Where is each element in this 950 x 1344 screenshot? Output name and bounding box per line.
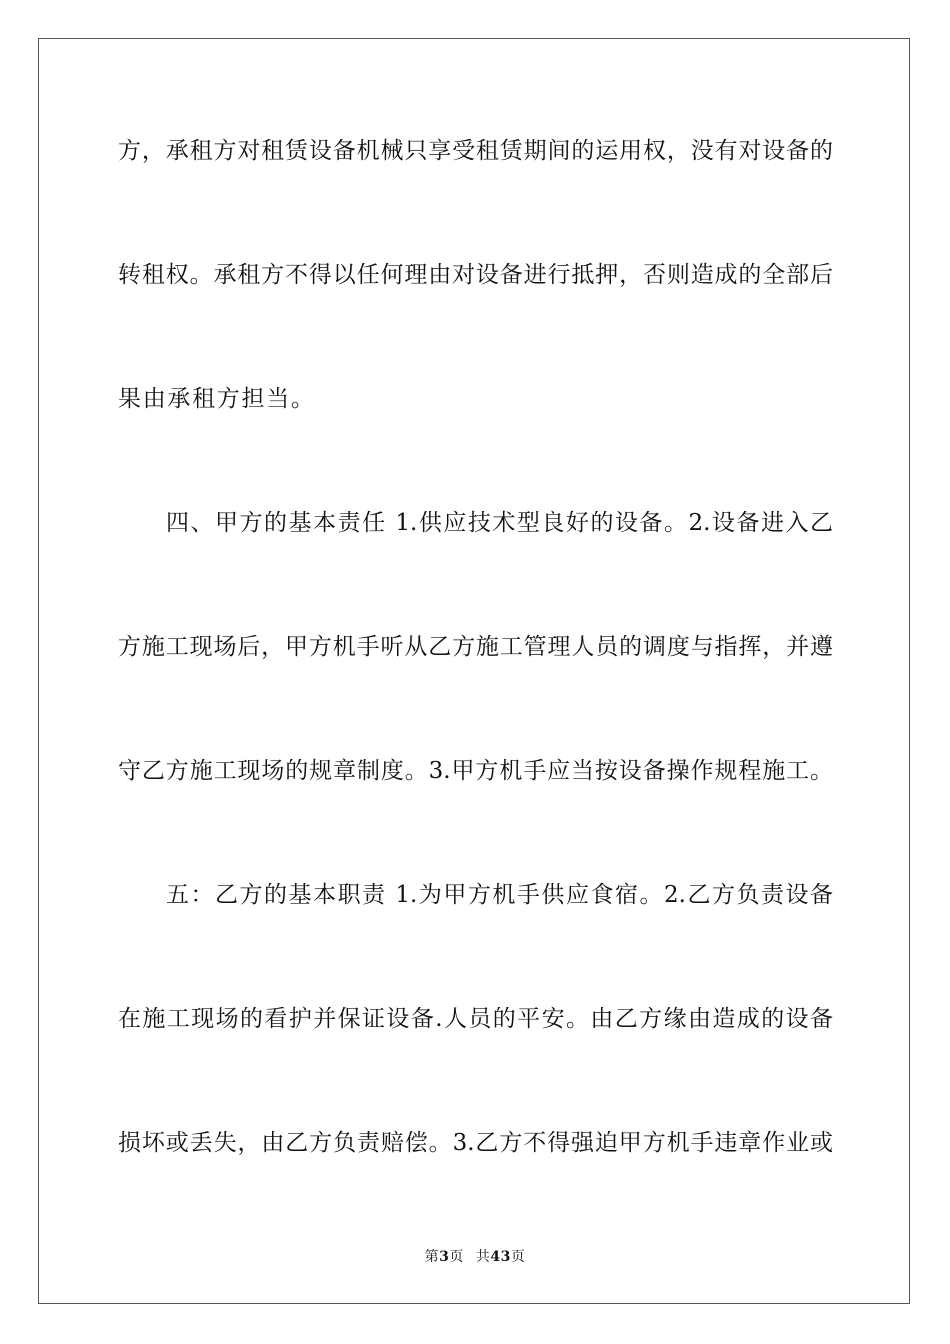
body-line-7: 五：乙方的基本职责 1.为甲方机手供应食宿。2.乙方负责设备 bbox=[166, 882, 833, 908]
body-line-1: 方，承租方对租赁设备机械只享受租赁期间的运用权，没有对设备的 bbox=[118, 138, 833, 164]
footer-page-prefix: 第 bbox=[424, 1249, 440, 1265]
page-frame bbox=[38, 38, 910, 1304]
footer-total-pages: 43 bbox=[490, 1249, 511, 1265]
body-line-9: 损坏或丢失，由乙方负责赔偿。3.乙方不得强迫甲方机手违章作业或 bbox=[118, 1130, 833, 1156]
footer-total-suffix: 页 bbox=[510, 1249, 526, 1265]
footer-total-prefix: 共 bbox=[475, 1249, 491, 1265]
body-line-5: 方施工现场后，甲方机手听从乙方施工管理人员的调度与指挥，并遵 bbox=[118, 634, 833, 660]
body-line-8: 在施工现场的看护并保证设备.人员的平安。由乙方缘由造成的设备 bbox=[118, 1006, 833, 1032]
body-line-3: 果由承租方担当。 bbox=[118, 386, 316, 412]
page-footer bbox=[0, 1248, 950, 1266]
body-line-6: 守乙方施工现场的规章制度。3.甲方机手应当按设备操作规程施工。 bbox=[118, 758, 833, 784]
body-line-2: 转租权。承租方不得以任何理由对设备进行抵押，否则造成的全部后 bbox=[118, 262, 833, 288]
body-line-4: 四、甲方的基本责任 1.供应技术型良好的设备。2.设备进入乙 bbox=[166, 510, 833, 536]
footer-page-suffix: 页 bbox=[449, 1249, 464, 1265]
footer-page-number: 3 bbox=[439, 1249, 450, 1265]
